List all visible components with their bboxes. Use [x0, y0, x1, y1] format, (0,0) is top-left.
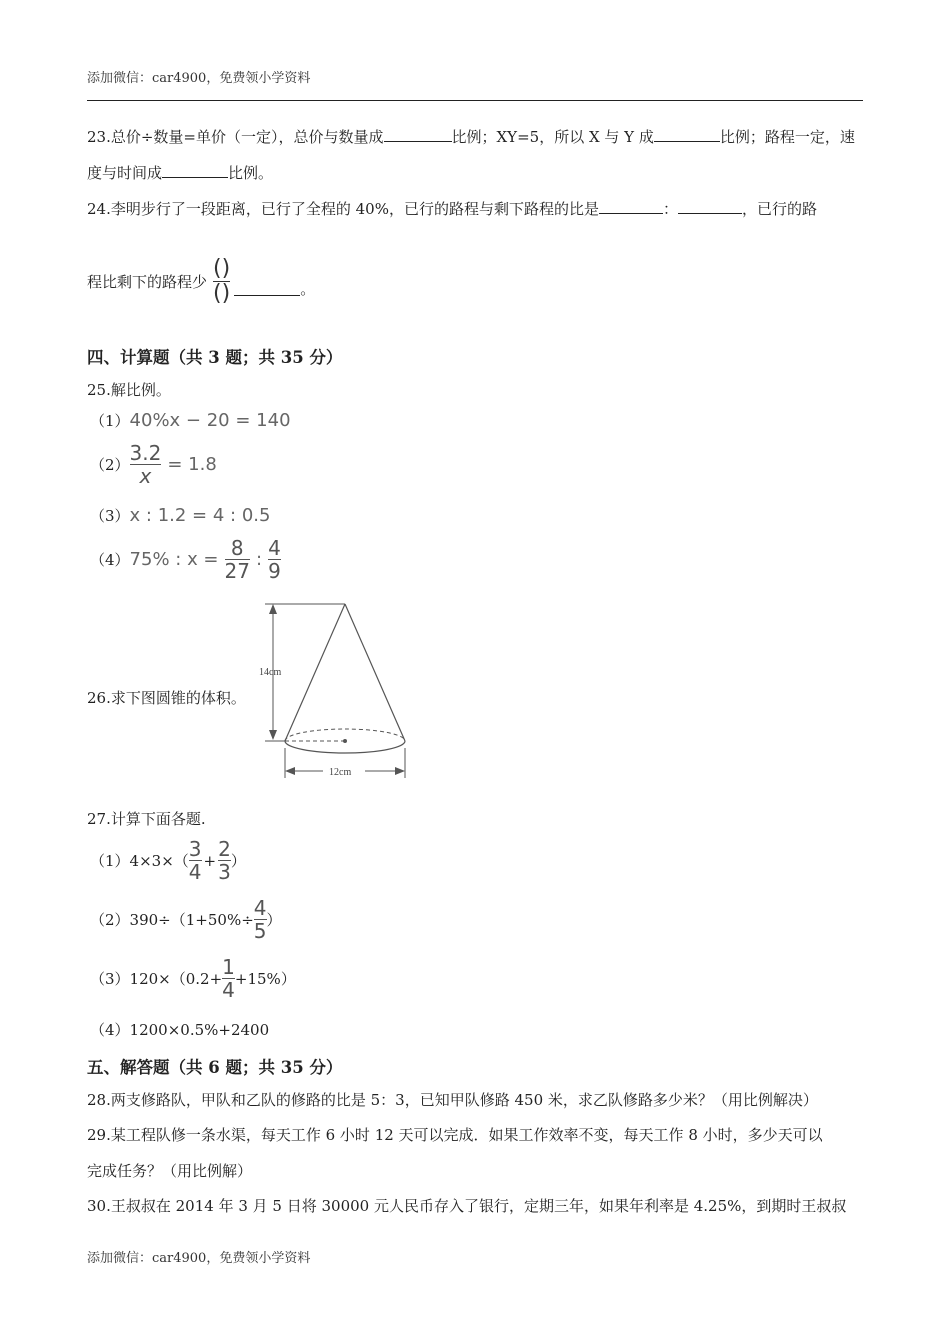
q23-text-b: 比例；XY=5，所以 X 与 Y 成 [451, 128, 654, 146]
question-25-title: 25.解比例。 [87, 381, 171, 399]
q25-item-4 [90, 538, 281, 581]
q24-end: 。 [300, 279, 316, 298]
q24-blank-fraction[interactable] [213, 258, 230, 305]
q25-item-3-label: （3） [90, 507, 130, 525]
q24-blank-2[interactable] [678, 199, 742, 214]
q25-item-2 [90, 443, 217, 486]
question-27-title: 27.计算下面各题. [87, 810, 206, 828]
q25-item-2-num: 3.2 [129, 441, 162, 465]
q27-item-1-n1: 3 [188, 837, 202, 861]
q25-item-1 [90, 410, 291, 431]
q27-item-1-op: + [203, 851, 217, 870]
q23-text-c: 比例；路程一定，速 [719, 128, 855, 146]
q25-item-4-lhs: 75% : x = [129, 549, 219, 570]
q27-item-3-n1: 1 [222, 955, 235, 979]
q27-item-3-post: +15%） [234, 969, 296, 988]
diameter-arrow-left [285, 767, 295, 775]
q25-item-2-den: x [139, 464, 152, 488]
q27-item-1-n2: 2 [218, 837, 231, 861]
q27-item-1-post: ） [230, 851, 246, 870]
question-30-line-1: 30.王叔叔在 2014 年 3 月 5 日将 30000 元人民币存入了银行，定期三年，如果年利率是 4.25%，到期时王叔叔 [87, 1197, 847, 1215]
q25-item-3 [90, 505, 270, 526]
q25-item-2-label: （2） [90, 456, 130, 474]
q27-item-2-post: ） [266, 910, 282, 929]
q24-blank-3[interactable] [234, 281, 300, 296]
q25-item-1-expr: 40%x − 20 = 140 [129, 410, 291, 431]
q27-item-2 [90, 898, 282, 941]
q25-item-4-label: （4） [90, 551, 130, 569]
q23-blank-3[interactable] [162, 163, 228, 178]
q25-item-4-fraction-1 [225, 538, 250, 581]
question-23-line-1 [87, 127, 855, 147]
q27-item-4 [90, 1020, 269, 1040]
q25-item-1-label: （1） [90, 412, 130, 430]
q27-item-1-pre: 4×3×（ [129, 851, 189, 870]
q27-item-3-pre: 120×（0.2+ [129, 969, 223, 988]
q24-text-a: 24.李明步行了一段距离，已行了全程的 40%，已行的路程与剩下路程的比是 [87, 200, 599, 218]
q24-text-c: 程比剩下的路程少 [87, 272, 208, 291]
q27-item-1-d2: 3 [218, 860, 231, 884]
section-5-title: 五、解答题（共 6 题；共 35 分） [87, 1058, 343, 1077]
q27-item-2-n1: 4 [253, 896, 267, 920]
diameter-arrow-right [395, 767, 405, 775]
q25-item-4-num1: 8 [230, 536, 244, 560]
q23-text-a: 23.总价÷数量=单价（一定），总价与数量成 [87, 128, 384, 146]
cone-right-side [345, 604, 405, 741]
q27-item-2-d1: 5 [253, 919, 267, 943]
question-29-line-2: 完成任务？（用比例解） [87, 1162, 253, 1180]
height-arrow-top [269, 604, 277, 614]
q27-item-1-fraction-2 [218, 839, 231, 882]
q23-text-e: 比例。 [228, 164, 274, 182]
cone-center-dot [343, 739, 347, 743]
q25-item-2-fraction [130, 443, 162, 486]
page-header: 添加微信：car4900，免费领小学资料 [87, 71, 311, 86]
q25-item-4-den1: 27 [224, 559, 250, 583]
cone-diagram [255, 598, 415, 784]
q24-frac-den: () [213, 281, 231, 306]
q25-item-3-expr: x : 1.2 = 4 : 0.5 [129, 505, 271, 526]
q27-item-1-d1: 4 [188, 860, 202, 884]
header-divider [87, 100, 863, 101]
section-4-title: 四、计算题（共 3 题；共 35 分） [87, 348, 343, 367]
q24-colon: ： [662, 200, 678, 218]
height-label: 14cm [259, 667, 282, 678]
q27-item-3-d1: 4 [222, 978, 235, 1002]
q27-item-1-label: （1） [90, 851, 130, 870]
q27-item-3 [90, 957, 296, 1000]
q27-item-2-label: （2） [90, 910, 130, 929]
question-24-line-1 [87, 199, 817, 219]
question-24-line-2 [87, 258, 315, 305]
q27-item-3-label: （3） [90, 969, 130, 988]
q27-item-1 [90, 839, 246, 882]
q25-item-4-num2: 4 [268, 536, 281, 560]
q25-item-2-rhs: = 1.8 [167, 454, 217, 475]
q27-item-3-fraction [222, 957, 235, 1000]
q25-item-4-sep: : [255, 549, 263, 570]
q27-item-4-label: （4） [90, 1021, 130, 1039]
q23-blank-1[interactable] [384, 127, 452, 142]
q27-item-1-fraction-1 [189, 839, 202, 882]
q24-text-b: ，已行的路 [741, 200, 817, 218]
q23-blank-2[interactable] [654, 127, 720, 142]
page-footer: 添加微信：car4900，免费领小学资料 [87, 1251, 311, 1266]
question-23-line-2 [87, 163, 273, 183]
q25-item-4-fraction-2 [268, 538, 281, 581]
q27-item-2-fraction [254, 898, 267, 941]
q27-item-4-expr: 1200×0.5%+2400 [129, 1021, 270, 1039]
q27-item-2-pre: 390÷（1+50%÷ [129, 910, 254, 929]
question-28: 28.两支修路队，甲队和乙队的修路的比是 5：3，已知甲队修路 450 米，求乙队修路多少米？（用比例解决） [87, 1091, 818, 1109]
height-arrow-bottom [269, 730, 277, 740]
q25-item-4-den2: 9 [268, 559, 281, 583]
q24-blank-1[interactable] [599, 199, 663, 214]
q23-text-d: 度与时间成 [87, 164, 163, 182]
question-26-title: 26.求下图圆锥的体积。 [87, 689, 246, 707]
diameter-label: 12cm [329, 767, 352, 778]
q24-frac-num: () [213, 256, 231, 281]
cone-left-side [285, 604, 345, 741]
question-29-line-1: 29.某工程队修一条水渠，每天工作 6 小时 12 天可以完成．如果工作效率不变，每天工作 8 小时，多少天可以 [87, 1126, 823, 1144]
